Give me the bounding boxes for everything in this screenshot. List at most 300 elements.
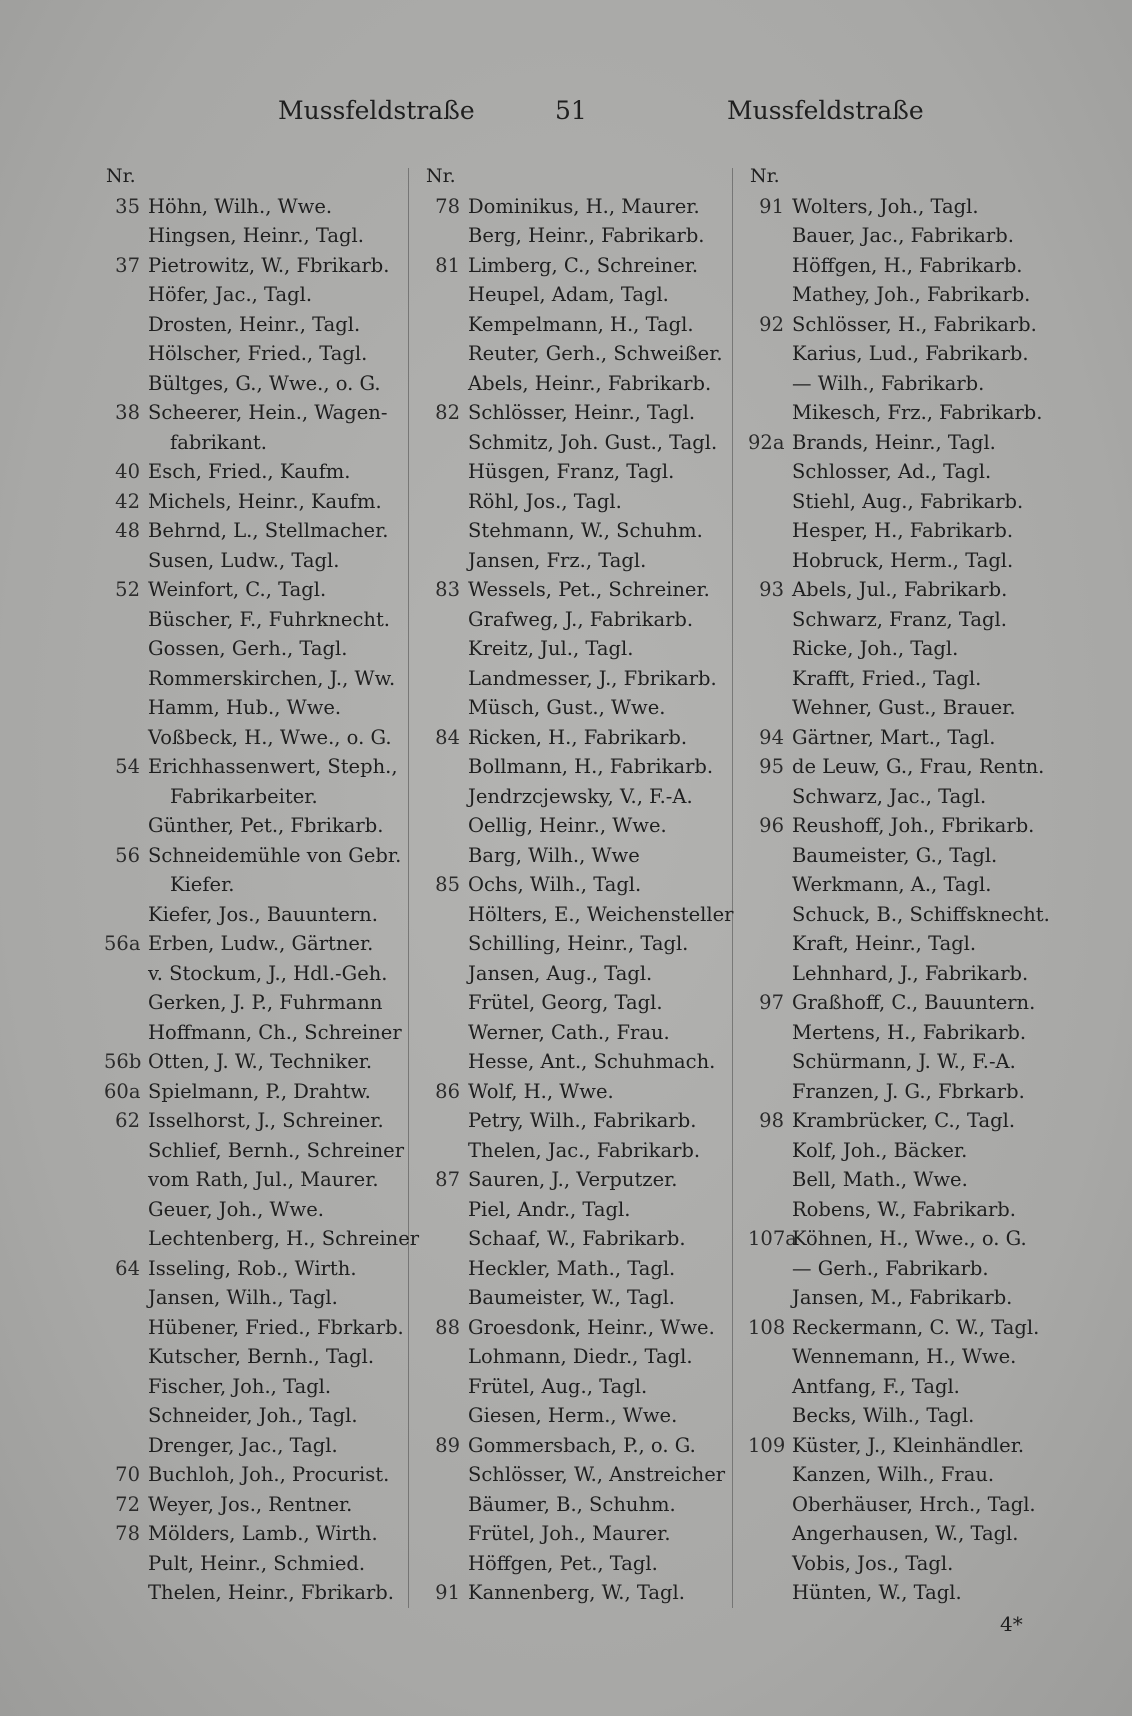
directory-entry xyxy=(104,1578,434,1608)
resident-entry: Wolters, Joh., Tagl. xyxy=(792,194,979,218)
resident-entry: Küster, J., Kleinhändler. xyxy=(792,1433,1025,1457)
resident-entry: Schneider, Joh., Tagl. xyxy=(148,1404,358,1427)
resident-entry: Behrnd, L., Stellmacher. xyxy=(148,519,389,542)
directory-entry xyxy=(748,900,1078,930)
running-head-right: Mussfeldstraße xyxy=(727,96,924,125)
resident-entry: Kempelmann, H., Tagl. xyxy=(468,312,694,336)
directory-entry xyxy=(748,959,1078,989)
resident-entry: Thelen, Jac., Fabrikarb. xyxy=(468,1138,701,1162)
resident-entry: Oberhäuser, Hrch., Tagl. xyxy=(792,1492,1036,1516)
directory-entry xyxy=(104,192,434,222)
house-number xyxy=(104,664,148,694)
house-number: 38 xyxy=(115,401,140,424)
directory-entry xyxy=(424,1136,754,1166)
directory-entry xyxy=(104,1342,434,1372)
house-number xyxy=(104,900,148,930)
directory-entry xyxy=(748,516,1078,546)
directory-entry xyxy=(104,575,434,605)
directory-entry xyxy=(748,1077,1078,1107)
directory-entry xyxy=(104,251,434,281)
resident-entry: Müsch, Gust., Wwe. xyxy=(468,696,666,719)
house-number xyxy=(748,280,792,310)
resident-entry: Frütel, Joh., Maurer. xyxy=(468,1522,671,1545)
resident-entry: Kolf, Joh., Bäcker. xyxy=(792,1138,968,1162)
house-number xyxy=(104,310,148,340)
resident-entry: Lechtenberg, H., Schreiner xyxy=(148,1227,420,1250)
resident-entry: Dominikus, H., Maurer. xyxy=(468,194,700,218)
resident-entry: Esch, Fried., Kaufm. xyxy=(148,460,351,483)
directory-entry xyxy=(424,487,754,517)
resident-entry: — Gerh., Fabrikarb. xyxy=(792,1256,989,1280)
house-number xyxy=(424,693,468,723)
directory-entry xyxy=(748,723,1078,753)
house-number xyxy=(748,1490,792,1520)
resident-entry: Reckermann, C. W., Tagl. xyxy=(792,1315,1040,1339)
house-number xyxy=(748,929,792,959)
directory-entry xyxy=(748,280,1078,310)
directory-entry xyxy=(424,1047,754,1077)
house-number xyxy=(748,1460,792,1490)
directory-entry xyxy=(104,841,434,871)
directory-entry xyxy=(424,398,754,428)
resident-entry: Lohmann, Diedr., Tagl. xyxy=(468,1345,693,1368)
directory-entry xyxy=(748,192,1078,222)
directory-entry xyxy=(748,575,1078,605)
directory-entry xyxy=(424,1431,754,1461)
directory-entry xyxy=(104,310,434,340)
house-number xyxy=(424,900,468,930)
house-number xyxy=(424,1195,468,1225)
directory-entry xyxy=(104,1283,434,1313)
resident-entry: v. Stockum, J., Hdl.-Geh. xyxy=(148,961,388,985)
directory-entry xyxy=(748,988,1078,1018)
resident-entry: Hingsen, Heinr., Tagl. xyxy=(148,224,364,247)
directory-entry xyxy=(104,693,434,723)
resident-entry: Köhnen, H., Wwe., o. G. xyxy=(792,1227,1027,1250)
resident-entry: Kiefer, Jos., Bauuntern. xyxy=(148,902,378,926)
house-number xyxy=(748,1549,792,1579)
house-number: 70 xyxy=(115,1463,140,1486)
resident-entry: Hübener, Fried., Fbrkarb. xyxy=(148,1315,404,1339)
directory-entry xyxy=(104,369,434,399)
house-number: 87 xyxy=(435,1168,460,1191)
resident-entry: Höfer, Jac., Tagl. xyxy=(148,283,313,306)
resident-entry: Bauer, Jac., Fabrikarb. xyxy=(792,224,1014,247)
directory-entry xyxy=(748,1254,1078,1284)
resident-entry: Limberg, C., Schreiner. xyxy=(468,253,699,277)
directory-entry xyxy=(424,1195,754,1225)
house-number xyxy=(424,457,468,487)
resident-entry: Hamm, Hub., Wwe. xyxy=(148,696,342,719)
house-number xyxy=(424,752,468,782)
house-number xyxy=(104,870,148,900)
directory-entry xyxy=(424,752,754,782)
directory-entry xyxy=(104,1490,434,1520)
house-number xyxy=(748,1136,792,1166)
house-number xyxy=(424,339,468,369)
house-number xyxy=(748,959,792,989)
directory-entry xyxy=(748,1372,1078,1402)
directory-entry xyxy=(104,634,434,664)
resident-entry: Oellig, Heinr., Wwe. xyxy=(468,814,667,837)
house-number xyxy=(748,457,792,487)
directory-entry xyxy=(424,929,754,959)
directory-entry xyxy=(424,1401,754,1431)
resident-entry: Mikesch, Frz., Fabrikarb. xyxy=(792,401,1043,424)
resident-entry: Abels, Jul., Fabrikarb. xyxy=(792,578,1008,601)
directory-entry xyxy=(748,1224,1078,1254)
house-number xyxy=(424,1549,468,1579)
resident-entry: Bollmann, H., Fabrikarb. xyxy=(468,755,714,778)
directory-entry xyxy=(748,1018,1078,1048)
resident-entry: Jansen, M., Fabrikarb. xyxy=(792,1286,1013,1309)
directory-entry xyxy=(424,870,754,900)
directory-entry xyxy=(748,546,1078,576)
resident-entry: Kanzen, Wilh., Frau. xyxy=(792,1463,995,1486)
column-1 xyxy=(104,162,434,1608)
resident-entry: Frütel, Aug., Tagl. xyxy=(468,1374,648,1398)
resident-entry: fabrikant. xyxy=(170,430,267,454)
resident-entry: Werner, Cath., Frau. xyxy=(468,1020,670,1044)
directory-entry xyxy=(424,251,754,281)
resident-entry: Karius, Lud., Fabrikarb. xyxy=(792,342,1029,365)
directory-entry xyxy=(748,693,1078,723)
directory-entry xyxy=(748,221,1078,251)
directory-entry xyxy=(424,1165,754,1195)
directory-entry xyxy=(104,1460,434,1490)
house-number xyxy=(104,605,148,635)
resident-entry: Röhl, Jos., Tagl. xyxy=(468,489,622,513)
directory-entry xyxy=(424,811,754,841)
resident-entry: Schürmann, J. W., F.-A. xyxy=(792,1050,1016,1073)
house-number xyxy=(424,1401,468,1431)
directory-entry xyxy=(748,1549,1078,1579)
resident-entry: Geuer, Joh., Wwe. xyxy=(148,1197,324,1221)
directory-entry xyxy=(424,369,754,399)
resident-entry: Baumeister, W., Tagl. xyxy=(468,1286,676,1309)
resident-entry: Höhn, Wilh., Wwe. xyxy=(148,194,333,218)
house-number xyxy=(424,1372,468,1402)
directory-entry xyxy=(424,723,754,753)
directory-entry xyxy=(748,1283,1078,1313)
directory-entry xyxy=(424,575,754,605)
resident-entry: Kutscher, Bernh., Tagl. xyxy=(148,1345,375,1368)
resident-entry: Sauren, J., Verputzer. xyxy=(468,1168,678,1191)
house-number xyxy=(424,782,468,812)
house-number xyxy=(748,1283,792,1313)
house-number xyxy=(424,280,468,310)
directory-entry xyxy=(748,428,1078,458)
resident-entry: Jendrzcjewsky, V., F.-A. xyxy=(468,784,693,808)
resident-entry: Grafweg, J., Fabrikarb. xyxy=(468,607,694,631)
resident-entry: Spielmann, P., Drahtw. xyxy=(148,1079,371,1103)
directory-entry xyxy=(104,398,434,428)
house-number xyxy=(104,1283,148,1313)
directory-entry xyxy=(424,1519,754,1549)
house-number xyxy=(104,1313,148,1343)
resident-entry: Krafft, Fried., Tagl. xyxy=(792,666,982,690)
house-number xyxy=(748,1047,792,1077)
directory-entry xyxy=(748,782,1078,812)
house-number xyxy=(424,1224,468,1254)
directory-entry xyxy=(104,339,434,369)
directory-entry xyxy=(104,1401,434,1431)
directory-entry xyxy=(104,900,434,930)
resident-entry: Baumeister, G., Tagl. xyxy=(792,843,998,867)
resident-entry: Lehnhard, J., Fabrikarb. xyxy=(792,961,1029,985)
house-number xyxy=(424,221,468,251)
resident-entry: Otten, J. W., Techniker. xyxy=(148,1050,373,1073)
directory-entry xyxy=(104,959,434,989)
resident-entry: Kannenberg, W., Tagl. xyxy=(468,1581,685,1604)
resident-entry: Hesse, Ant., Schuhmach. xyxy=(468,1050,716,1073)
directory-entry xyxy=(104,516,434,546)
house-number xyxy=(748,693,792,723)
house-number xyxy=(104,1195,148,1225)
directory-entry xyxy=(424,664,754,694)
resident-entry: Groesdonk, Heinr., Wwe. xyxy=(468,1315,715,1339)
house-number xyxy=(104,339,148,369)
directory-entry xyxy=(424,634,754,664)
house-number: 92a xyxy=(748,430,785,454)
signature-mark: 4* xyxy=(1000,1612,1023,1636)
directory-entry xyxy=(748,1195,1078,1225)
resident-entry: Gossen, Gerh., Tagl. xyxy=(148,637,348,660)
resident-entry: Hüsgen, Franz, Tagl. xyxy=(468,460,675,483)
house-number xyxy=(424,516,468,546)
resident-entry: Weyer, Jos., Rentner. xyxy=(148,1492,353,1516)
house-number xyxy=(424,1018,468,1048)
resident-entry: Ricken, H., Fabrikarb. xyxy=(468,725,688,749)
resident-entry: Wehner, Gust., Brauer. xyxy=(792,696,1016,719)
house-number xyxy=(424,664,468,694)
resident-entry: Schuck, B., Schiffsknecht. xyxy=(792,902,1050,926)
house-number xyxy=(104,1165,148,1195)
resident-entry: Kreitz, Jul., Tagl. xyxy=(468,637,634,660)
resident-entry: Erben, Ludw., Gärtner. xyxy=(148,932,374,955)
directory-entry xyxy=(748,1490,1078,1520)
resident-entry: Drenger, Jac., Tagl. xyxy=(148,1433,338,1457)
directory-entry xyxy=(424,1224,754,1254)
resident-entry: Schaaf, W., Fabrikarb. xyxy=(468,1227,686,1250)
house-number xyxy=(424,428,468,458)
directory-entry xyxy=(104,1224,434,1254)
resident-entry: Schlösser, Heinr., Tagl. xyxy=(468,401,696,424)
resident-entry: Schmitz, Joh. Gust., Tagl. xyxy=(468,430,718,454)
directory-entry xyxy=(424,221,754,251)
house-number xyxy=(104,1224,148,1254)
house-number: 54 xyxy=(115,755,140,778)
directory-entry xyxy=(424,900,754,930)
house-number xyxy=(748,782,792,812)
house-number xyxy=(748,1401,792,1431)
page-header xyxy=(0,96,1132,136)
house-number: 85 xyxy=(435,873,460,896)
resident-entry: Kiefer. xyxy=(170,873,235,896)
running-head-left: Mussfeldstraße xyxy=(278,96,475,125)
resident-entry: Angerhausen, W., Tagl. xyxy=(792,1522,1019,1545)
house-number xyxy=(748,369,792,399)
resident-entry: Piel, Andr., Tagl. xyxy=(468,1197,631,1221)
directory-entry xyxy=(104,1136,434,1166)
resident-entry: Giesen, Herm., Wwe. xyxy=(468,1404,678,1427)
house-number: 96 xyxy=(759,814,784,837)
directory-entry xyxy=(104,1372,434,1402)
resident-entry: Höffgen, H., Fabrikarb. xyxy=(792,253,1023,277)
house-number: 93 xyxy=(759,578,784,601)
directory-entry xyxy=(104,988,434,1018)
directory-entry xyxy=(748,1460,1078,1490)
directory-entry xyxy=(424,457,754,487)
directory-entry xyxy=(748,398,1078,428)
resident-entry: Höffgen, Pet., Tagl. xyxy=(468,1551,658,1575)
resident-entry: Schlösser, H., Fabrikarb. xyxy=(792,312,1037,336)
resident-entry: Stiehl, Aug., Fabrikarb. xyxy=(792,489,1024,513)
directory-entry xyxy=(424,339,754,369)
house-number: 92 xyxy=(759,312,784,336)
resident-entry: Kraft, Heinr., Tagl. xyxy=(792,932,977,955)
resident-entry: Ricke, Joh., Tagl. xyxy=(792,637,959,660)
resident-entry: Schlösser, W., Anstreicher xyxy=(468,1463,726,1486)
house-number xyxy=(748,487,792,517)
house-number: 37 xyxy=(115,253,140,277)
house-number xyxy=(748,1077,792,1107)
house-number xyxy=(748,664,792,694)
directory-entry xyxy=(748,1519,1078,1549)
resident-entry: vom Rath, Jul., Maurer. xyxy=(148,1168,379,1191)
resident-entry: Hobruck, Herm., Tagl. xyxy=(792,548,1014,572)
house-number xyxy=(104,280,148,310)
directory-entry xyxy=(104,457,434,487)
directory-entry xyxy=(104,428,434,458)
house-number xyxy=(748,1519,792,1549)
house-number: 91 xyxy=(759,194,784,218)
directory-entry xyxy=(748,1401,1078,1431)
resident-entry: Gommersbach, P., o. G. xyxy=(468,1433,696,1457)
resident-entry: Rommerskirchen, J., Ww. xyxy=(148,666,396,690)
column-2 xyxy=(424,162,754,1608)
resident-entry: Frütel, Georg, Tagl. xyxy=(468,991,663,1014)
directory-entry xyxy=(748,1047,1078,1077)
house-number xyxy=(104,693,148,723)
resident-entry: Gerken, J. P., Fuhrmann xyxy=(148,991,383,1014)
column-header: Nr. xyxy=(426,165,456,187)
directory-entry xyxy=(424,1283,754,1313)
directory-entry xyxy=(104,280,434,310)
directory-entry xyxy=(424,1106,754,1136)
directory-entry xyxy=(104,1313,434,1343)
house-number: 56 xyxy=(115,843,140,867)
house-number xyxy=(104,723,148,753)
house-number: 56a xyxy=(104,932,141,955)
resident-entry: Brands, Heinr., Tagl. xyxy=(792,430,996,454)
directory-entry xyxy=(104,1018,434,1048)
house-number xyxy=(104,782,148,812)
resident-entry: Wennemann, H., Wwe. xyxy=(792,1345,1017,1368)
directory-entry xyxy=(424,1372,754,1402)
resident-entry: Heupel, Adam, Tagl. xyxy=(468,283,669,306)
directory-entry xyxy=(104,1165,434,1195)
house-number: 98 xyxy=(759,1109,784,1132)
resident-entry: Mathey, Joh., Fabrikarb. xyxy=(792,283,1031,306)
resident-entry: Susen, Ludw., Tagl. xyxy=(148,548,340,572)
directory-entry xyxy=(748,870,1078,900)
resident-entry: Abels, Heinr., Fabrikarb. xyxy=(468,371,712,395)
directory-entry xyxy=(104,1549,434,1579)
house-number xyxy=(104,1578,148,1608)
house-number: 78 xyxy=(435,194,460,218)
house-number xyxy=(748,1578,792,1608)
house-number xyxy=(424,1519,468,1549)
directory-entry xyxy=(424,693,754,723)
directory-entry xyxy=(424,192,754,222)
house-number xyxy=(424,929,468,959)
directory-entry xyxy=(748,1165,1078,1195)
house-number: 89 xyxy=(435,1433,460,1457)
directory-entry xyxy=(748,605,1078,635)
house-number xyxy=(748,1372,792,1402)
house-number: 52 xyxy=(115,578,140,601)
resident-entry: Fabrikarbeiter. xyxy=(170,784,318,808)
house-number xyxy=(424,1136,468,1166)
house-number xyxy=(424,310,468,340)
resident-entry: Pult, Heinr., Schmied. xyxy=(148,1551,366,1575)
directory-entry xyxy=(424,428,754,458)
column-3 xyxy=(748,162,1078,1608)
directory-entry xyxy=(424,1578,754,1608)
resident-entry: Becks, Wilh., Tagl. xyxy=(792,1404,975,1427)
house-number xyxy=(104,1431,148,1461)
house-number xyxy=(748,841,792,871)
directory-entry xyxy=(748,457,1078,487)
house-number xyxy=(748,221,792,251)
directory-entry xyxy=(748,251,1078,281)
resident-entry: — Wilh., Fabrikarb. xyxy=(792,371,985,395)
directory-entry xyxy=(748,841,1078,871)
resident-entry: Günther, Pet., Fbrikarb. xyxy=(148,814,384,837)
resident-entry: Hölters, E., Weichensteller xyxy=(468,902,734,926)
house-number xyxy=(748,605,792,635)
house-number: 86 xyxy=(435,1079,460,1103)
house-number xyxy=(748,546,792,576)
resident-entry: Weinfort, C., Tagl. xyxy=(148,578,327,601)
resident-entry: Hesper, H., Fabrikarb. xyxy=(792,519,1014,542)
resident-entry: Schilling, Heinr., Tagl. xyxy=(468,932,689,955)
directory-entry xyxy=(104,221,434,251)
house-number xyxy=(424,487,468,517)
house-number xyxy=(424,811,468,841)
house-number xyxy=(424,634,468,664)
resident-entry: Schlief, Bernh., Schreiner xyxy=(148,1138,405,1162)
directory-entry xyxy=(424,310,754,340)
directory-entry xyxy=(104,1195,434,1225)
resident-entry: Berg, Heinr., Fabrikarb. xyxy=(468,224,705,247)
house-number xyxy=(748,398,792,428)
house-number: 83 xyxy=(435,578,460,601)
resident-entry: Antfang, F., Tagl. xyxy=(792,1374,960,1398)
directory-entry xyxy=(424,1018,754,1048)
resident-entry: Hölscher, Fried., Tagl. xyxy=(148,342,368,365)
house-number xyxy=(424,841,468,871)
resident-entry: Mölders, Lamb., Wirth. xyxy=(148,1522,378,1545)
house-number: 35 xyxy=(115,194,140,218)
directory-entry xyxy=(748,929,1078,959)
resident-entry: Bäumer, B., Schuhm. xyxy=(468,1492,676,1516)
resident-entry: Heckler, Math., Tagl. xyxy=(468,1256,676,1280)
directory-entry xyxy=(748,487,1078,517)
directory-entry xyxy=(424,988,754,1018)
directory-entry xyxy=(104,1431,434,1461)
